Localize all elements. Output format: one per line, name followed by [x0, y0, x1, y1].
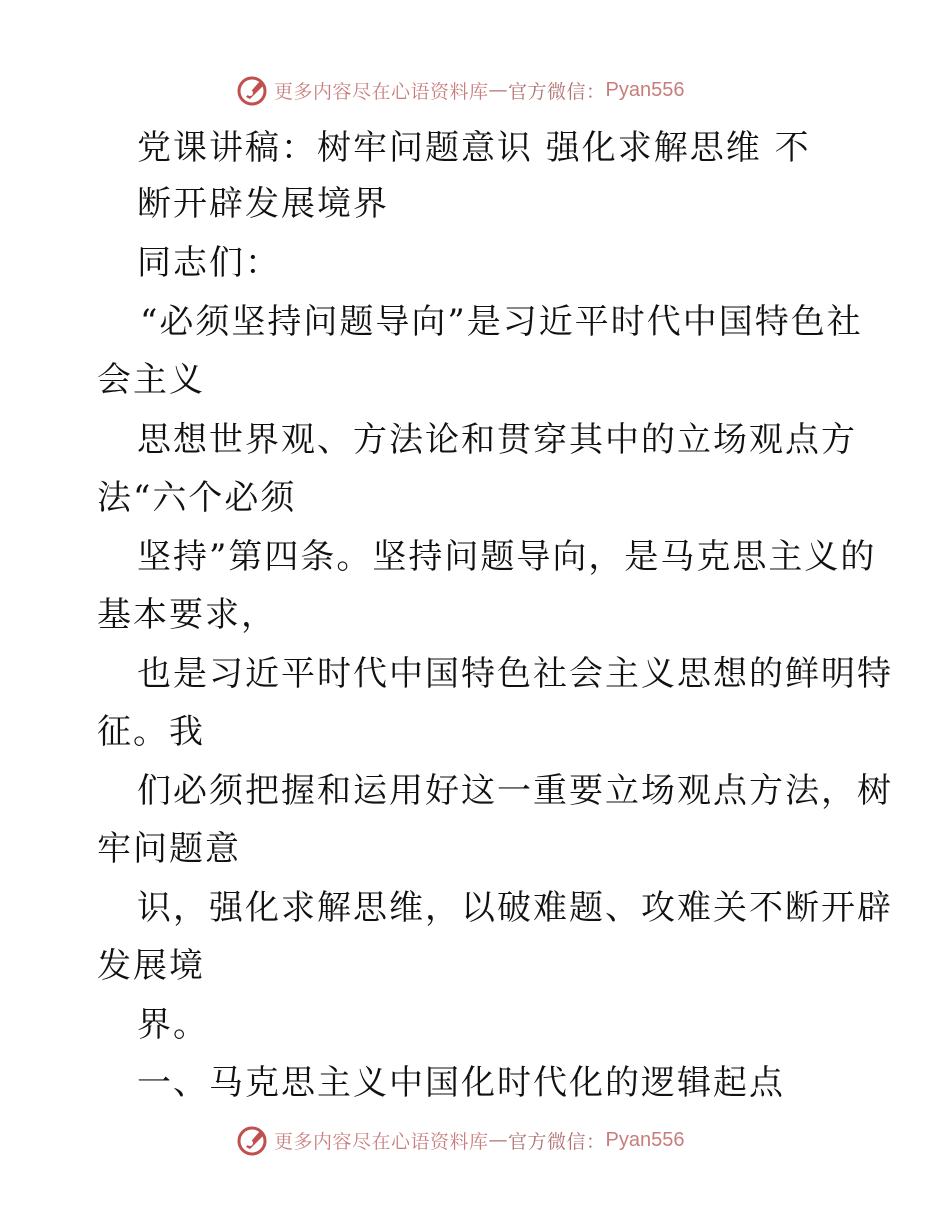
banner-text: 更多内容尽在心语资料库 — [274, 1130, 489, 1153]
header-watermark — [236, 72, 685, 108]
text-line: 牢问题意 — [97, 829, 241, 869]
title-line-2: 断开辟发展境界 — [137, 184, 389, 224]
banner-id: Pyan556 — [605, 1128, 685, 1151]
text-line: 基本要求， — [97, 595, 277, 635]
text-line: “必须坚持问题导向”是习近平时代中国特色社 — [140, 302, 863, 342]
text-line: 界。 — [137, 1005, 209, 1045]
text-line: 征。我 — [97, 712, 205, 752]
text-line: 思想世界观、方法论和贯穿其中的立场观点方 — [137, 420, 857, 460]
footer-watermark — [236, 1122, 685, 1158]
banner-sub: 官方微信： — [508, 80, 606, 103]
text-line: 也是习近平时代中国特色社会主义思想的鲜明特 — [137, 654, 893, 694]
text-line: 识，强化求解思维，以破难题、攻难关不断开辟 — [137, 888, 893, 928]
text-line: 发展境 — [97, 946, 205, 986]
pen-nib-circle-icon — [236, 73, 270, 107]
banner-text: 更多内容尽在心语资料库 — [274, 80, 489, 103]
section-heading: 一、马克思主义中国化时代化的逻辑起点 — [137, 1063, 785, 1103]
salutation: 同志们： — [137, 243, 281, 283]
banner-sub: 官方微信： — [508, 1130, 606, 1153]
pen-nib-circle-icon — [236, 1123, 270, 1157]
text-line: 会主义 — [97, 360, 205, 400]
banner-id: Pyan556 — [605, 78, 685, 101]
text-line: 们必须把握和运用好这一重要立场观点方法，树 — [137, 771, 893, 811]
title-line-1: 党课讲稿：树牢问题意识 强化求解思维 不 — [137, 128, 811, 168]
banner-dash: — — [488, 1129, 509, 1151]
text-line: 坚持”第四条。坚持问题导向，是马克思主义的 — [137, 537, 877, 577]
text-line: 法“六个必须 — [97, 478, 297, 518]
banner-dash: — — [488, 79, 509, 101]
